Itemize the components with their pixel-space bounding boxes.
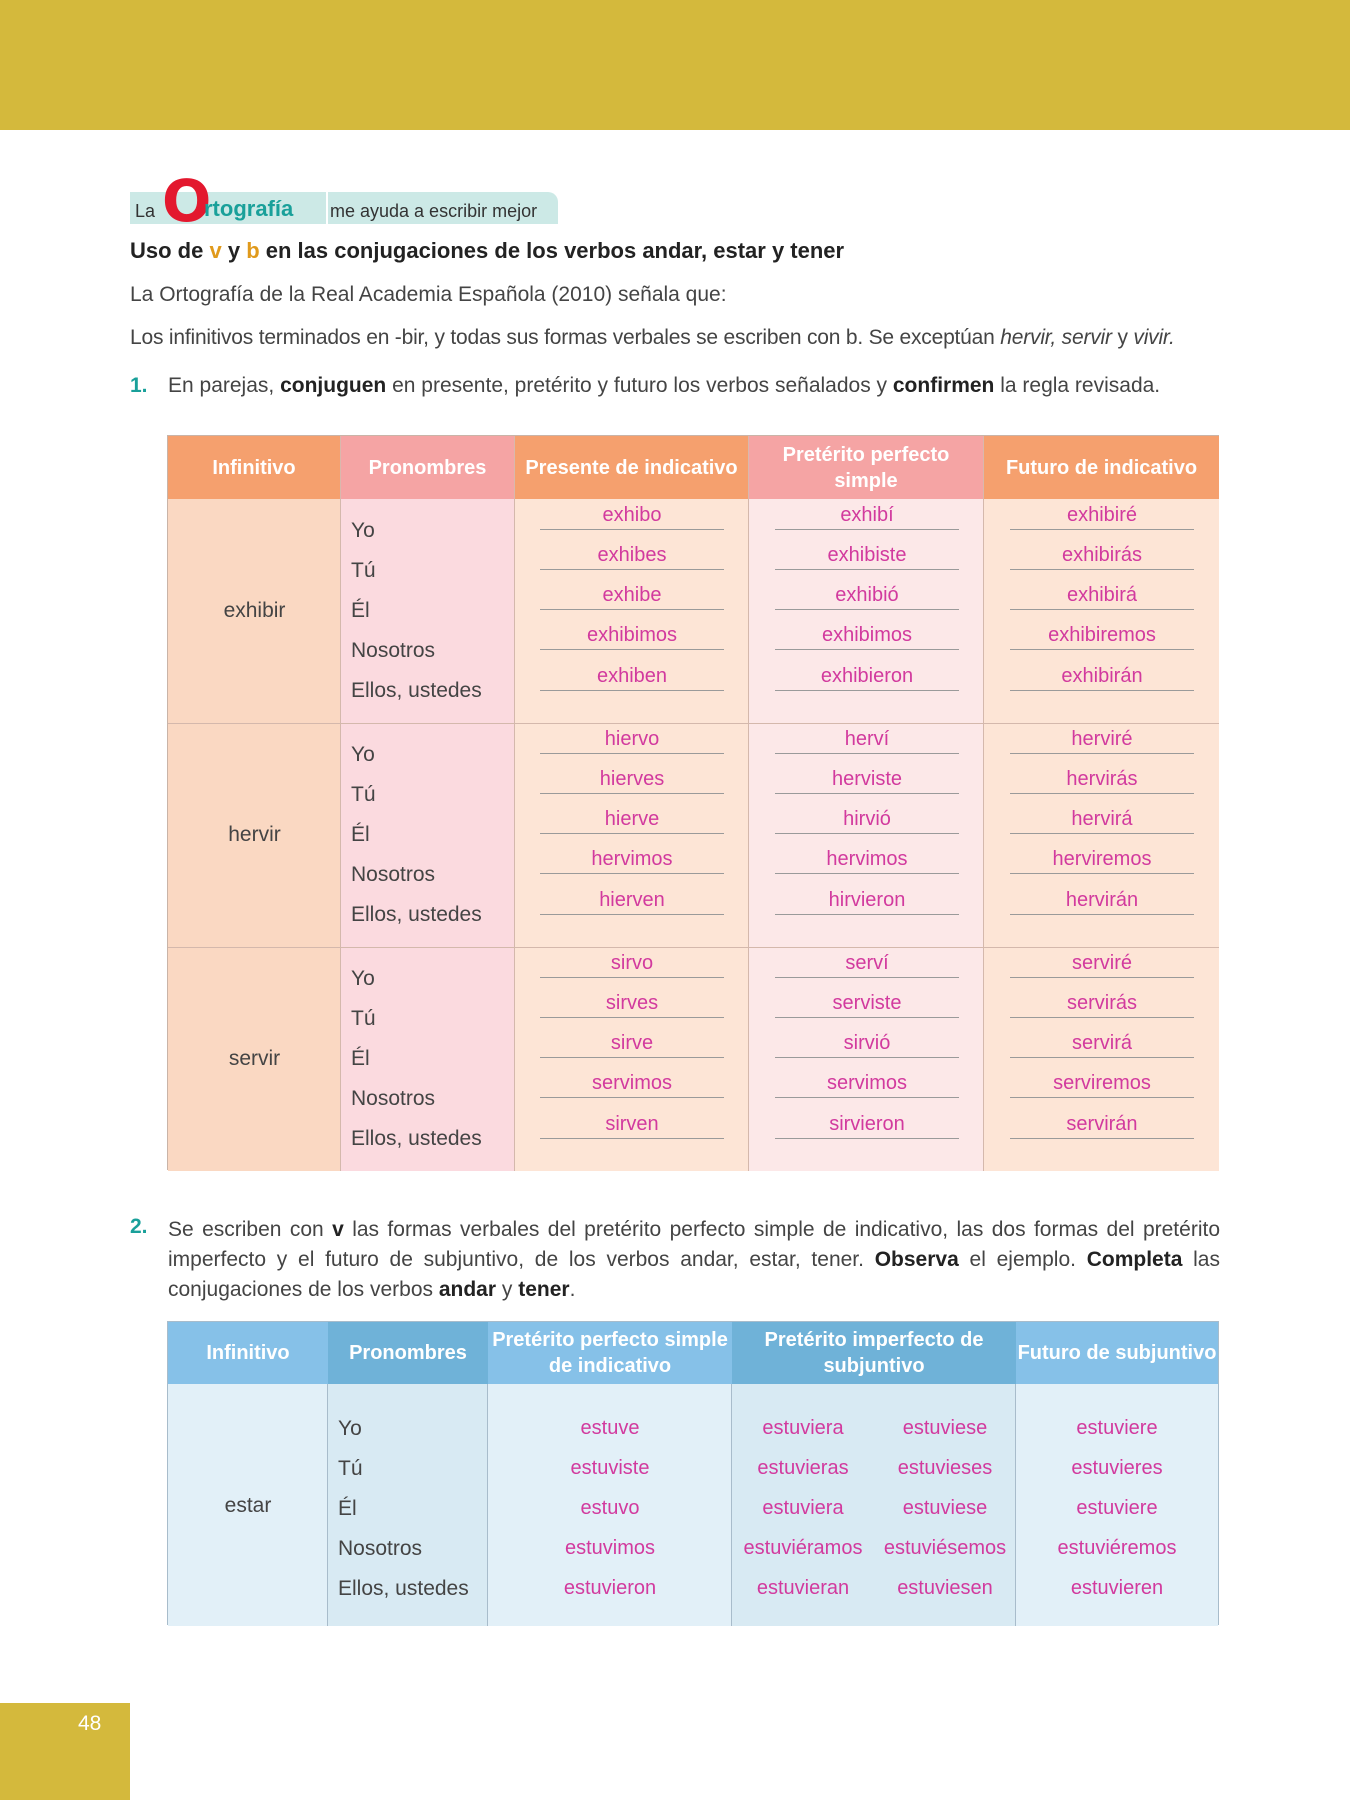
t2-answer: estuvieron bbox=[563, 1577, 657, 1599]
t1-answer: serviste bbox=[775, 992, 959, 1018]
q2-bold-2: Observa bbox=[874, 1248, 959, 1271]
t2-infinitive: estar bbox=[224, 1494, 272, 1517]
t1-answer: hirvió bbox=[775, 808, 959, 834]
question-1-text bbox=[168, 374, 1160, 398]
banner-title: rtografía bbox=[204, 196, 294, 221]
rule-exception-1: hervir, servir bbox=[1000, 326, 1112, 349]
t1-header-presente: Presente de indicativo bbox=[515, 436, 749, 499]
rule-paragraph bbox=[130, 326, 1175, 350]
t2-answer: estuve bbox=[580, 1417, 640, 1439]
t1-pronoun: Él bbox=[351, 823, 370, 846]
top-color-band bbox=[0, 0, 1350, 130]
heading-letter-v: v bbox=[209, 238, 222, 263]
banner-la: La bbox=[135, 201, 156, 221]
t1-answer: hervirá bbox=[1010, 808, 1194, 834]
t1-infinitive: hervir bbox=[228, 823, 281, 846]
t1-answer: exhibirá bbox=[1010, 584, 1194, 610]
t1-answer: sirvieron bbox=[775, 1113, 959, 1139]
t2-answer: estuviese bbox=[902, 1417, 988, 1439]
t1-answer: herviré bbox=[1010, 728, 1194, 754]
t2-answer: estuvieran bbox=[756, 1577, 850, 1599]
t1-answer: sirvo bbox=[540, 952, 724, 978]
t1-answer: serviré bbox=[1010, 952, 1194, 978]
q2-text-1: Se escriben con bbox=[168, 1218, 333, 1241]
t1-answer: hierven bbox=[540, 889, 724, 915]
heading-text-3: en las conjugaciones de los verbos andar, estar y tener bbox=[259, 238, 845, 263]
t2-header-futuro: Futuro de subjuntivo bbox=[1016, 1322, 1218, 1384]
t1-header-infinitivo: Infinitivo bbox=[168, 436, 341, 499]
t2-pronoun: Nosotros bbox=[338, 1537, 423, 1560]
conjugation-table-2 bbox=[167, 1321, 1219, 1625]
t2-answer: estuviste bbox=[570, 1457, 650, 1479]
rule-y: y bbox=[1111, 326, 1134, 349]
t1-infinitive: servir bbox=[228, 1047, 281, 1070]
t1-answer: hervimos bbox=[775, 848, 959, 874]
banner-subtitle: me ayuda a escribir mejor bbox=[330, 201, 538, 221]
t2-answer: estuviere bbox=[1076, 1497, 1158, 1519]
heading-letter-b: b bbox=[246, 238, 260, 263]
t2-pronoun: Él bbox=[338, 1497, 357, 1520]
t1-answer: exhibes bbox=[540, 544, 724, 570]
t2-answer: estuvieses bbox=[897, 1457, 993, 1479]
t1-answer: exhibiré bbox=[1010, 504, 1194, 530]
t2-header-infinitivo: Infinitivo bbox=[168, 1322, 328, 1384]
t2-answer: estuviéramos bbox=[743, 1537, 863, 1559]
t1-pronoun: Yo bbox=[351, 967, 375, 990]
t1-answer: hervirán bbox=[1010, 889, 1194, 915]
t1-answer: sirvió bbox=[775, 1032, 959, 1058]
q2-text-6: . bbox=[569, 1278, 576, 1301]
q1-text-3: la regla revisada. bbox=[994, 374, 1161, 397]
t1-answer: sirven bbox=[540, 1113, 724, 1139]
t2-answer: estuviere bbox=[1076, 1417, 1158, 1439]
t2-header-imperfecto: Pretérito imperfecto de subjuntivo bbox=[732, 1322, 1016, 1384]
rule-text: Los infinitivos terminados en -bir, y todas sus formas verbales se escriben con b. Se exceptúan bbox=[130, 326, 1001, 349]
question-1-number: 1. bbox=[130, 374, 148, 397]
q2-text-5: y bbox=[496, 1278, 519, 1301]
t1-answer: serviremos bbox=[1010, 1072, 1194, 1098]
t1-pronoun: Tú bbox=[351, 1007, 376, 1030]
rule-exception-2: vivir. bbox=[1133, 326, 1175, 349]
t1-answer: hierves bbox=[540, 768, 724, 794]
q2-text-4: las conjugaciones de los verbos bbox=[168, 1248, 1220, 1301]
t1-answer: exhibió bbox=[775, 584, 959, 610]
heading-text-2: y bbox=[221, 238, 247, 263]
t1-infinitive: exhibir bbox=[223, 599, 286, 622]
q2-bold-3: Completa bbox=[1086, 1248, 1183, 1271]
t1-pronoun: Él bbox=[351, 599, 370, 622]
t1-answer: servirán bbox=[1010, 1113, 1194, 1139]
t2-answer: estuviera bbox=[762, 1417, 844, 1439]
t1-answer: hervirás bbox=[1010, 768, 1194, 794]
t1-pronoun: Nosotros bbox=[351, 639, 436, 662]
t1-pronoun: Tú bbox=[351, 783, 376, 806]
t2-header-preterito: Pretérito perfecto simple de indicativo bbox=[488, 1322, 732, 1384]
t1-answer: exhibe bbox=[540, 584, 724, 610]
t1-pronoun: Tú bbox=[351, 559, 376, 582]
t1-pronoun: Nosotros bbox=[351, 1087, 436, 1110]
q2-text-2: las formas verbales del pretérito perfecto simple de indicativo, las dos formas del pretérito imperfecto y el futuro de subjuntivo, de los verbos andar, estar, tener. bbox=[168, 1218, 1220, 1271]
t1-answer: exhiben bbox=[540, 665, 724, 691]
question-2-text bbox=[168, 1215, 1220, 1305]
t1-answer: servirás bbox=[1010, 992, 1194, 1018]
t1-answer: exhibirás bbox=[1010, 544, 1194, 570]
q2-text-3: el ejemplo. bbox=[958, 1248, 1087, 1271]
t1-answer: exhibiremos bbox=[1010, 624, 1194, 650]
banner-o-letter: O bbox=[162, 167, 212, 235]
t2-answer: estuvieras bbox=[757, 1457, 849, 1479]
t2-pronoun: Tú bbox=[338, 1457, 363, 1480]
t2-answer: estuvimos bbox=[564, 1537, 656, 1559]
t1-pronoun: Ellos, ustedes bbox=[351, 679, 482, 702]
conjugation-table-1 bbox=[167, 435, 1219, 1170]
t1-answer: exhibimos bbox=[540, 624, 724, 650]
t1-pronoun: Nosotros bbox=[351, 863, 436, 886]
q1-bold-1: conjuguen bbox=[280, 374, 387, 397]
t1-answer: hirvieron bbox=[775, 889, 959, 915]
t2-header-pronombres: Pronombres bbox=[328, 1322, 488, 1384]
t1-answer: herví bbox=[775, 728, 959, 754]
t1-header-pronombres: Pronombres bbox=[341, 436, 515, 499]
t1-header-futuro: Futuro de indicativo bbox=[984, 436, 1219, 499]
t2-pronoun: Yo bbox=[338, 1417, 362, 1440]
t1-answer: exhibirán bbox=[1010, 665, 1194, 691]
q2-bold-1: v bbox=[332, 1218, 344, 1241]
q1-bold-2: confirmen bbox=[892, 374, 995, 397]
t2-answer: estuviese bbox=[902, 1497, 988, 1519]
t1-pronoun: Yo bbox=[351, 519, 375, 542]
question-2-number: 2. bbox=[130, 1215, 148, 1238]
t1-answer: exhibimos bbox=[775, 624, 959, 650]
section-banner bbox=[130, 167, 558, 235]
t1-answer: hervimos bbox=[540, 848, 724, 874]
q1-text-2: en presente, pretérito y futuro los verbos señalados y bbox=[386, 374, 893, 397]
t1-answer: hierve bbox=[540, 808, 724, 834]
q1-text-1: En parejas, bbox=[168, 374, 281, 397]
q2-bold-4: andar bbox=[438, 1278, 497, 1301]
t1-answer: serví bbox=[775, 952, 959, 978]
t1-pronoun: Ellos, ustedes bbox=[351, 903, 482, 926]
section-heading bbox=[130, 238, 844, 264]
t1-header-preterito: Pretérito perfecto simple bbox=[749, 436, 984, 499]
t1-answer: exhibí bbox=[775, 504, 959, 530]
t1-answer: exhibieron bbox=[775, 665, 959, 691]
t1-answer: servimos bbox=[775, 1072, 959, 1098]
intro-paragraph: La Ortografía de la Real Academia Española (2010) señala que: bbox=[130, 283, 727, 306]
t2-answer: estuvo bbox=[580, 1497, 640, 1519]
t1-pronoun: Ellos, ustedes bbox=[351, 1127, 482, 1150]
t2-answer: estuviera bbox=[762, 1497, 844, 1519]
page-number: 48 bbox=[78, 1712, 102, 1735]
t1-pronoun: Él bbox=[351, 1047, 370, 1070]
t2-answer: estuviesen bbox=[897, 1577, 993, 1599]
t2-answer: estuviésemos bbox=[883, 1537, 1007, 1559]
t2-answer: estuvieres bbox=[1071, 1457, 1163, 1479]
t1-answer: herviste bbox=[775, 768, 959, 794]
t1-answer: sirve bbox=[540, 1032, 724, 1058]
banner-divider bbox=[326, 192, 328, 224]
t1-answer: herviremos bbox=[1010, 848, 1194, 874]
q2-bold-5: tener bbox=[518, 1278, 570, 1301]
t1-answer: exhibiste bbox=[775, 544, 959, 570]
t1-pronoun: Yo bbox=[351, 743, 375, 766]
t2-answer: estuviéremos bbox=[1057, 1537, 1177, 1559]
t2-answer: estuvieren bbox=[1070, 1577, 1164, 1599]
t1-answer: sirves bbox=[540, 992, 724, 1018]
t1-answer: servimos bbox=[540, 1072, 724, 1098]
t2-pronoun: Ellos, ustedes bbox=[338, 1577, 469, 1600]
t1-answer: exhibo bbox=[540, 504, 724, 530]
heading-text: Uso de bbox=[130, 238, 210, 263]
t1-answer: hiervo bbox=[540, 728, 724, 754]
t1-answer: servirá bbox=[1010, 1032, 1194, 1058]
